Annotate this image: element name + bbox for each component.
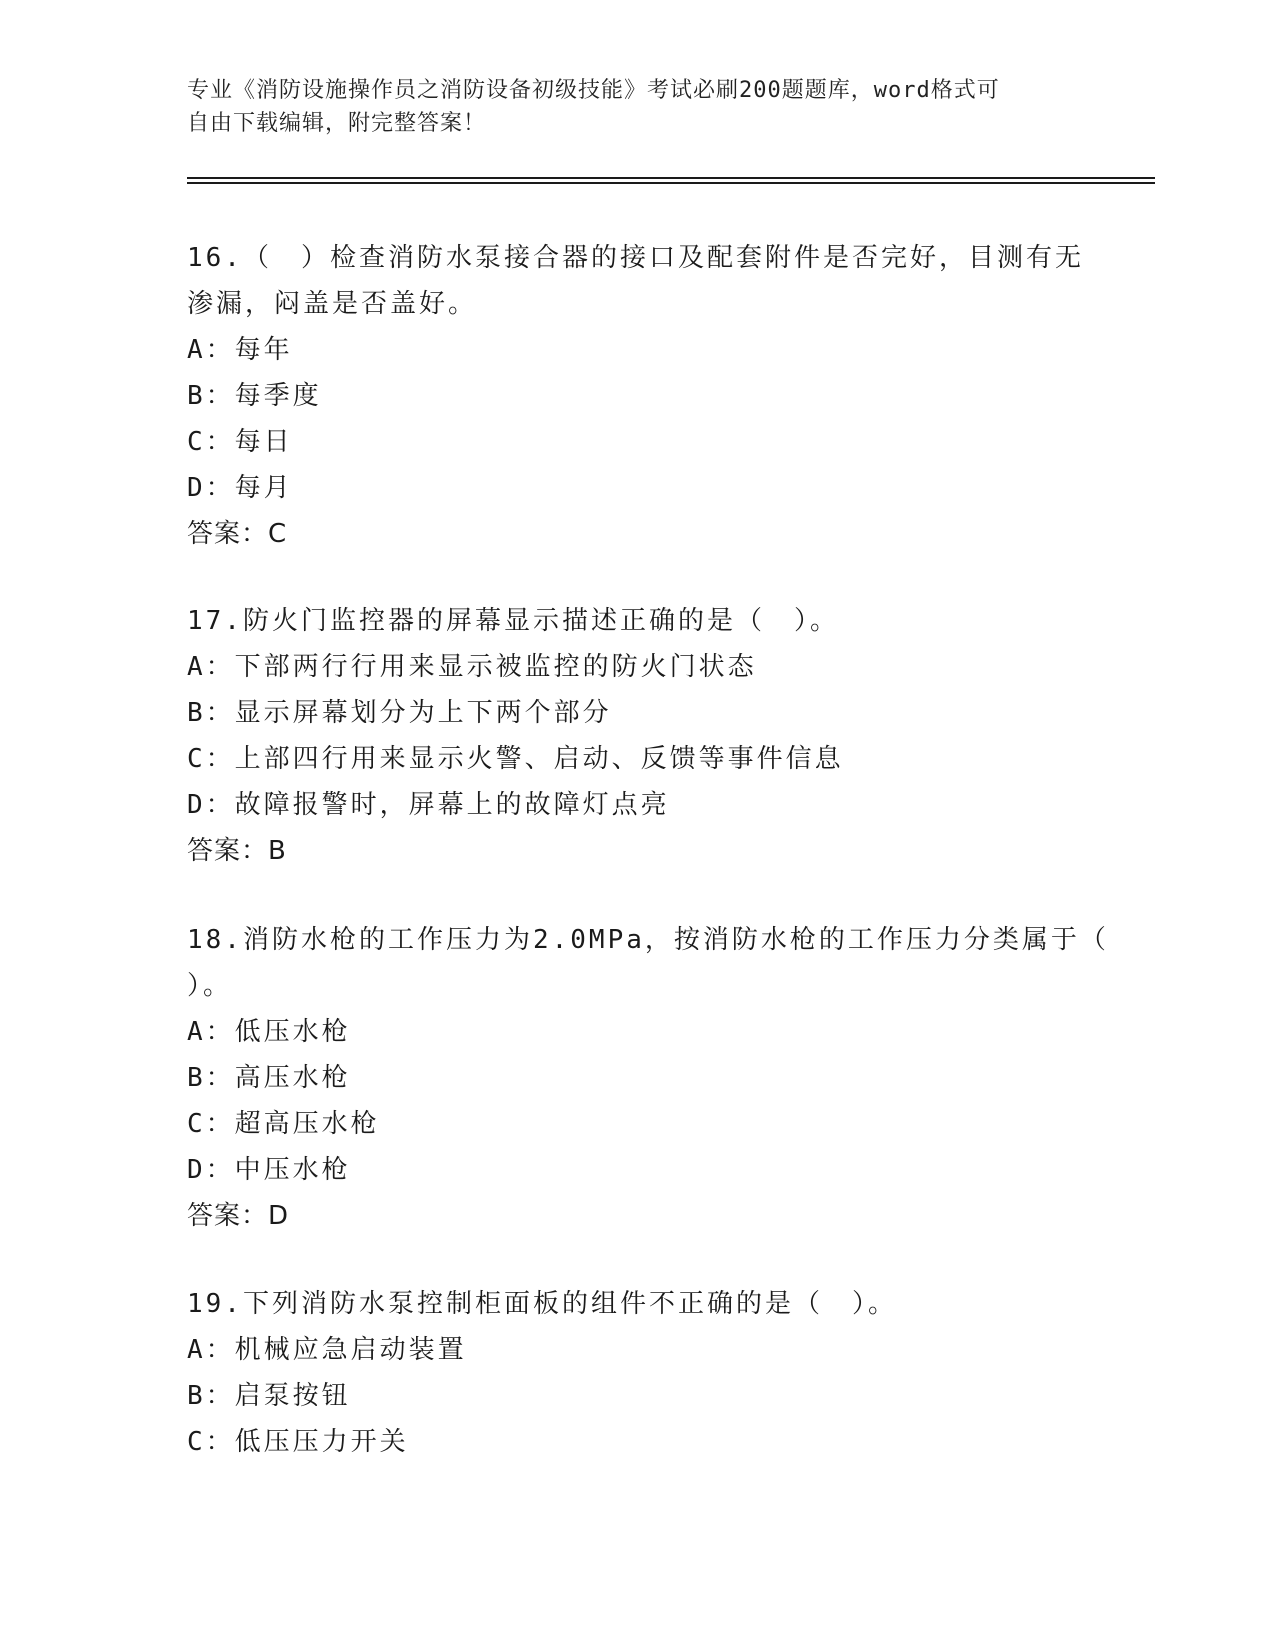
option-c: C：上部四行用来显示火警、启动、反馈等事件信息 bbox=[187, 744, 844, 774]
option-b: B：显示屏幕划分为上下两个部分 bbox=[187, 698, 612, 728]
option-a: A：机械应急启动装置 bbox=[187, 1335, 467, 1365]
header-divider-bottom bbox=[187, 182, 1155, 184]
option-a: A：每年 bbox=[187, 335, 293, 365]
question-19 bbox=[187, 1281, 1087, 1465]
answer: 答案：C bbox=[187, 519, 288, 549]
question-17 bbox=[187, 598, 1087, 874]
option-c: C：每日 bbox=[187, 427, 293, 457]
stem-line: 渗漏，闷盖是否盖好。 bbox=[187, 289, 478, 319]
question-stem bbox=[187, 1281, 1087, 1327]
option-d: D：故障报警时，屏幕上的故障灯点亮 bbox=[187, 790, 670, 820]
answer: 答案：D bbox=[187, 1201, 290, 1231]
option-b: B：每季度 bbox=[187, 381, 322, 411]
header-line-1: 专业《消防设施操作员之消防设备初级技能》考试必刷200题题库，word格式可 bbox=[187, 78, 1000, 103]
option-c: C：超高压水枪 bbox=[187, 1109, 380, 1139]
header-line-2: 自由下载编辑，附完整答案！ bbox=[187, 111, 487, 136]
question-18 bbox=[187, 917, 1109, 1239]
stem-line: 16.（ ）检查消防水泵接合器的接口及配套附件是否完好，目测有无 bbox=[187, 243, 1084, 273]
question-stem bbox=[187, 235, 1087, 327]
stem-line: 19.下列消防水泵控制柜面板的组件不正确的是（ ）。 bbox=[187, 1289, 897, 1319]
stem-line: 18.消防水枪的工作压力为2.0MPa，按消防水枪的工作压力分类属于（ bbox=[187, 925, 1109, 955]
option-d: D：中压水枪 bbox=[187, 1155, 351, 1185]
option-b: B：启泵按钮 bbox=[187, 1381, 351, 1411]
stem-line: ）。 bbox=[187, 971, 233, 1001]
question-stem bbox=[187, 917, 1109, 1009]
option-d: D：每月 bbox=[187, 473, 293, 503]
document-header bbox=[187, 74, 1087, 140]
answer: 答案：B bbox=[187, 836, 287, 866]
question-16 bbox=[187, 235, 1087, 557]
header-divider-top bbox=[187, 177, 1155, 179]
option-a: A：低压水枪 bbox=[187, 1017, 351, 1047]
option-c: C：低压压力开关 bbox=[187, 1427, 409, 1457]
option-a: A：下部两行行用来显示被监控的防火门状态 bbox=[187, 652, 757, 682]
stem-line: 17.防火门监控器的屏幕显示描述正确的是（ ）。 bbox=[187, 606, 839, 636]
option-b: B：高压水枪 bbox=[187, 1063, 351, 1093]
question-stem bbox=[187, 598, 1087, 644]
